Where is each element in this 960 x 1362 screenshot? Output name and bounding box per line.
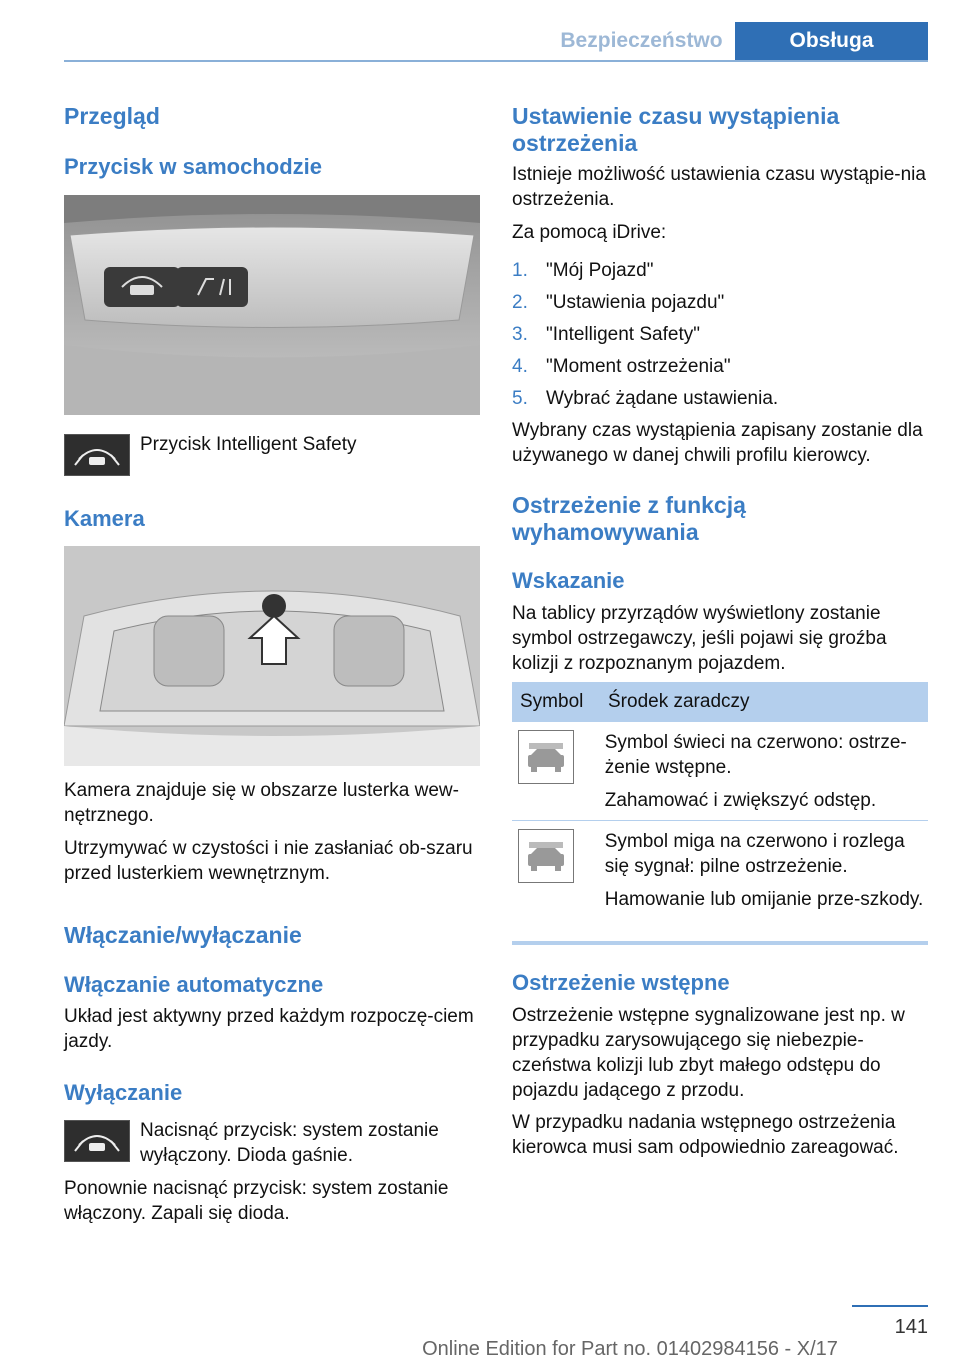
symbol-table [512, 682, 928, 945]
column-symbol: Symbol [520, 691, 584, 712]
page-number: 141 [894, 1316, 928, 1338]
camera-paragraph-1: Kamera znajduje się w obszarze lusterka wew-nętrznego. [64, 780, 459, 826]
heading-on-off: Włączanie/wyłączanie [64, 922, 302, 948]
idrive-steps-list [512, 258, 928, 418]
row1-text-b: Zahamować i zwiększyć odstęp. [604, 790, 877, 811]
heading-prewarning: Ostrzeżenie wstępne [512, 970, 730, 995]
edition-footer: Online Edition for Part no. 01402984156 - X/17 [422, 1338, 838, 1360]
list-item: 3. "Intelligent Safety" [512, 324, 700, 345]
camera-photo [64, 546, 480, 766]
time-paragraph-2: Za pomocą iDrive: [512, 222, 667, 243]
time-paragraph-3: Wybrany czas wystąpienia zapisany zostanie dla używanego w danej chwili profilu kierowcy. [512, 420, 923, 466]
table-header [512, 682, 928, 722]
camera-paragraph-2: Utrzymywać w czystości i nie zasłaniać ob-szaru przed lusterkiem wewnętrznym. [64, 838, 473, 884]
prewarning-paragraph-1: Ostrzeżenie wstępne sygnalizowane jest np. w przypadku zarysowującego się niebezpie-czeństwa kolizji lub zbyt małego odstępu do pojazdu jadącego z przodu. [512, 1005, 905, 1101]
heading-brake-warning: Ostrzeżenie z funkcją wyhamowywania [512, 492, 746, 545]
heading-indication: Wskazanie [512, 568, 625, 593]
list-item: 5. Wybrać żądane ustawienia. [512, 388, 779, 409]
tab-safety[interactable]: Bezpieczeństwo [560, 29, 723, 52]
table-row [512, 722, 928, 821]
button-caption: Przycisk Intelligent Safety [140, 434, 357, 455]
row2-text-b: Hamowanie lub omijanie prze-szkody. [604, 889, 924, 910]
indication-paragraph: Na tablicy przyrządów wyświetlony zostanie symbol ostrzegawczy, jeśli pojawi się groźba kolizji z rozpoznanym pojazdem. [512, 603, 887, 674]
header-rule [64, 60, 928, 62]
heading-camera: Kamera [64, 506, 145, 531]
footer-rule [852, 1305, 928, 1307]
heading-button: Przycisk w samochodzie [64, 154, 322, 179]
auto-on-paragraph: Układ jest aktywny przed każdym rozpoczę-ciem jazdy. [64, 1006, 474, 1052]
table-bottom-rule [512, 941, 928, 945]
list-item: 1. "Mój Pojazd" [512, 260, 654, 281]
heading-auto-on: Włączanie automatyczne [64, 972, 324, 997]
heading-off: Wyłączanie [64, 1080, 183, 1105]
column-measure: Środek zaradczy [608, 691, 750, 712]
heading-warning-time: Ustawienie czasu wystąpienia ostrzeżenia [512, 103, 840, 156]
table-row [512, 821, 928, 941]
tab-operation[interactable]: Obsługa [735, 22, 928, 60]
heading-overview: Przegląd [64, 103, 160, 129]
collision-warning-icon [518, 730, 574, 784]
off-paragraph: Ponownie nacisnąć przycisk: system zostanie włączony. Zapali się dioda. [64, 1178, 449, 1224]
intelligent-safety-button-icon [64, 434, 130, 476]
row2-text-a: Symbol miga na czerwono i rozlega się sygnał: pilne ostrzeżenie. [604, 831, 905, 877]
intelligent-safety-button-icon [64, 1120, 130, 1162]
off-icon-text: Nacisnąć przycisk: system zostanie wyłączony. Dioda gaśnie. [140, 1120, 439, 1166]
list-item: 2. "Ustawienia pojazdu" [512, 292, 725, 313]
row1-text-a: Symbol świeci na czerwono: ostrze-żenie wstępne. [604, 732, 907, 778]
button-photo [64, 195, 480, 415]
time-paragraph-1: Istnieje możliwość ustawienia czasu wystąpie-nia ostrzeżenia. [512, 164, 926, 210]
collision-warning-icon [518, 829, 574, 883]
prewarning-paragraph-2: W przypadku nadania wstępnego ostrzeżenia kierowca musi sam odpowiednio zareagować. [512, 1112, 899, 1158]
list-item: 4. "Moment ostrzeżenia" [512, 356, 731, 377]
